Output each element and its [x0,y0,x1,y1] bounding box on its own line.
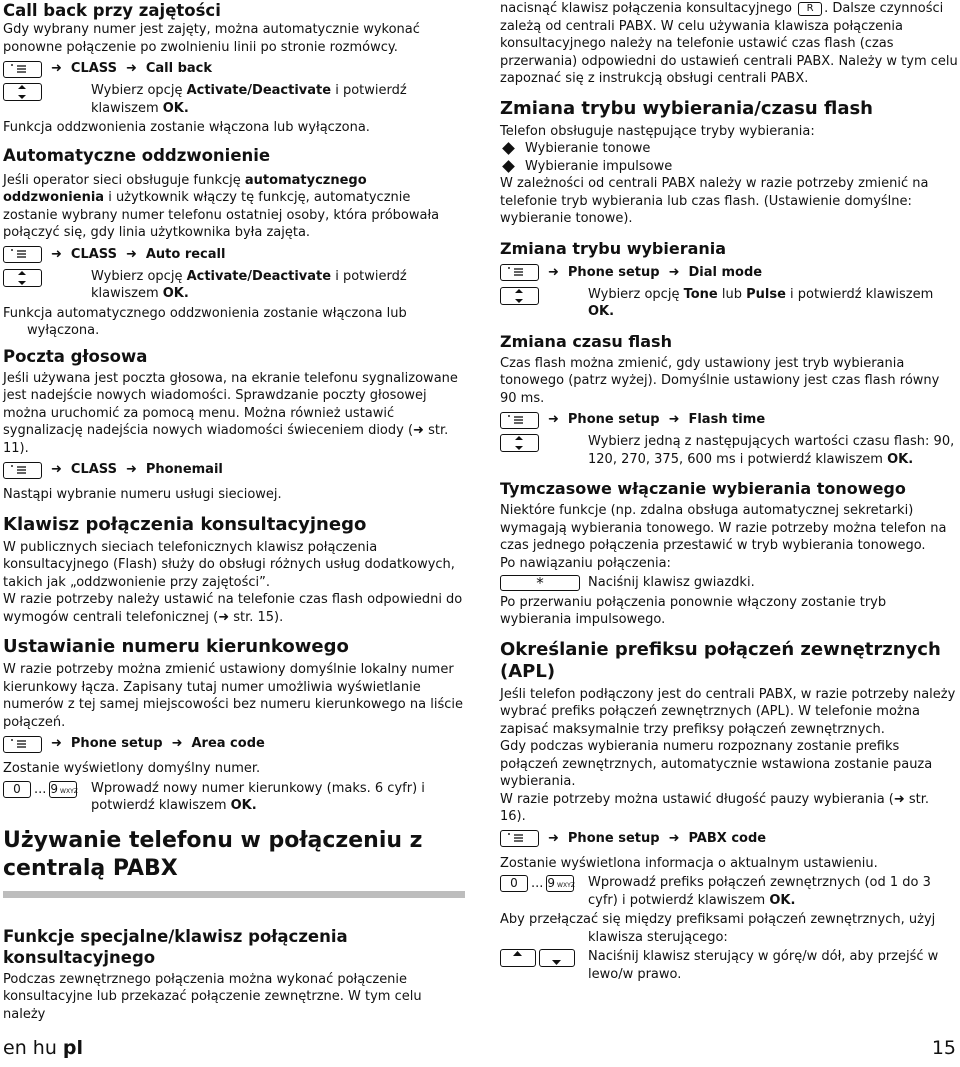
ellipsis: ... [531,876,544,891]
menu-item-class: CLASS [70,61,117,77]
step-text: Naciśnij klawisz sterujący w górę/w dół, aby przejść w lewo/w prawo. [588,949,939,982]
menu-key-icon [3,246,42,263]
flash-time-step: Wybierz jedną z następujących wartości czasu flash: 90, 120, 270, 375, 600 ms i potwierdź klawiszem OK. [500,433,958,468]
menu-item-dial-mode: Dial mode [688,264,763,280]
ok-label: OK. [162,100,189,116]
arrow-right-icon: ➜ [51,462,62,478]
temp-tone-text: Niektóre funkcje (np. zdalna obsługa automatycznej sekretarki) wymagają wybierania tonowego. W razie potrzeby można telefon na czas jednego połączenia przestawić w tryb wybierania tonowego. [500,503,947,553]
current-language: pl [62,1037,84,1059]
nav-key-updown-icon [500,287,539,305]
apl-text-1: Jeśli telefon podłączony jest do centrali PABX, w razie potrzeby należy wybrać prefiks połączeń zewnętrznych (APL). W telefonie można zapisać maksymalnie trzy prefiksy połączeń zewnętrznych. [500,686,956,737]
auto-recall-step [3,268,465,303]
arrow-right-icon: ➜ [548,264,559,280]
arrow-right-icon: ➜ [668,412,680,428]
step-text: Naciśnij klawisz gwiazdki. [588,575,755,590]
arrow-ref-icon: ➜ [218,609,230,625]
apl-note: Zostanie wyświetlona informacja o aktualnym ustawieniu. [500,855,878,871]
step-text: Wybierz opcję [91,83,187,98]
option-activate-deactivate: Activate/Deactivate [186,268,332,284]
ellipsis: ... [34,781,47,797]
menu-key-icon [3,61,42,78]
apl-text-2: Gdy podczas wybierania numeru rozpoznany zostanie prefiks połączeń zewnętrznych, automatycznie wstawiona zostanie pauza wybierania. [500,739,933,789]
star-key-icon: * [500,575,580,591]
right-column [500,0,958,985]
bullet-diamond-icon [502,142,515,155]
step-text: i potwierdź klawiszem [91,83,407,116]
list-item: Wybieranie impulsowe [500,158,958,176]
arrow-right-icon: ➜ [125,246,137,262]
arrow-right-icon: ➜ [668,830,680,846]
menu-item-phone-setup: Phone setup [567,412,660,428]
callback-step [3,82,465,117]
apl-switch-text: Aby przełączać się między prefiksami połączeń zewnętrznych, użyj klawisza sterującego: [500,912,936,945]
step-text: i potwierdź klawiszem [91,268,407,301]
apl-step-1: 0 ... 9 WXYZ Wprowadź prefiks połączeń zewnętrznych (od 1 do 3 cyfr) i potwierdź klawiszem OK. [500,874,958,909]
section-title-area-code: Ustawianie numeru kierunkowego [3,636,349,657]
area-code-text: W razie potrzeby można zmienić ustawiony domyślnie lokalny numer kierunkowy łącza. Zapisany tutaj numer umożliwia wyświetlanie numerów z tej samej miejscowości bez numeru kierunkowego na liście połączeń. [3,662,463,730]
section-title-change-dial-mode: Zmiana trybu wybierania [500,238,727,258]
consult-continuation: nacisnąć klawisz połączenia konsultacyjnego R . Dalsze czynności zależą od centrali PABX. W celu używania klawisza połączenia konsultacyjnego należy na telefonie ustawić czas flash (czas przerwania) odpowiedni do ustawień centrali PABX. Należy w tym celu zapoznać się z instrukcją obsługi centrali PABX. [500,1,958,86]
voicemail-text: Jeśli używana jest poczta głosowa, na ekranie telefonu sygnalizowane jest nadejście nowych wiadomości. Sprawdzanie poczty głosowej można uruchomić za pomocą menu. Można również ustawić sygnalizację nadejścia nowych wiadomości świeceniem diody (➜ str. 11). [3,370,458,456]
auto-recall-text: Jeśli operator sieci obsługuje funkcję automatycznego oddzwonienia i użytkownik włączy tę funkcję, automatycznie zostanie wybrany numer telefonu ostatniej osoby, która próbowała połączyć się, gdy linia użytkownika była zajęta. [3,172,440,240]
menu-item-phone-setup: Phone setup [567,830,660,846]
option-tone: Tone [683,286,718,302]
menu-item-call-back: Call back [145,61,213,77]
section-title-voicemail: Poczta głosowa [3,346,148,366]
callback-intro: Gdy wybrany numer jest zajęty, można automatycznie wykonać ponowne połączenie po zwolnieniu linii po stronie rozmówcy. [3,22,420,55]
auto-recall-note: Funkcja automatycznego oddzwonienia zostanie włączona lub wyłączona. [3,305,407,338]
area-code-step [3,780,465,815]
arrow-right-icon: ➜ [548,412,559,428]
menu-item-phone-setup: Phone setup [567,264,660,280]
voicemail-note: Nastąpi wybranie numeru usługi sieciowej. [3,487,282,502]
arrow-right-icon: ➜ [51,61,62,77]
menu-item-phone-setup: Phone setup [70,736,163,752]
step-text: Wybierz opcję [91,268,187,284]
menu-item-flash-time: Flash time [688,412,766,428]
flash-time-text: Czas flash można zmienić, gdy ustawiony jest tryb wybierania tonowego (patrz wyżej). Domyślnie ustawiony jest czas flash równy 90 ms. [500,355,940,406]
callback-note: Funkcja oddzwonienia zostanie włączona lub wyłączona. [3,120,370,135]
section-title-temp-tone: Tymczasowe włączanie wybierania tonowego [500,479,906,498]
menu-item-pabx-code: PABX code [688,830,767,846]
menu-key-icon [3,736,42,753]
menu-key-icon [500,412,539,429]
section-title-dial-mode-flash: Zmiana trybu wybierania/czasu flash [500,97,873,119]
apl-text-3: W razie potrzeby można ustawić długość pauzy wybierania (➜ str. 16). [500,791,930,824]
menu-key-icon [3,462,42,479]
section-title-special-functions: Funkcje specjalne/klawisz połączenia konsultacyjnego [3,926,348,967]
section-divider [3,891,465,898]
arrow-right-icon: ➜ [51,736,62,752]
menu-item-auto-recall: Auto recall [145,246,226,262]
nav-key-up-icon [500,949,536,967]
nav-key-down-icon [539,949,575,967]
section-title-flash-time: Zmiana czasu flash [500,331,672,351]
arrow-ref-icon: ➜ [893,791,905,807]
auto-recall-menu-path [3,244,465,266]
menu-item-area-code: Area code [191,736,265,752]
dial-mode-step: Wybierz opcję Tone lub Pulse i potwierdź klawiszem OK. [500,286,958,321]
bullet-diamond-icon [502,160,515,173]
ok-label: OK. [588,304,615,319]
arrow-right-icon: ➜ [171,736,183,752]
page-number: 15 [931,1037,956,1059]
arrow-right-icon: ➜ [668,264,680,280]
nav-key-updown-icon [3,83,42,101]
section-title-consult-key: Klawisz połączenia konsultacyjnego [3,513,367,535]
area-code-menu-path [3,733,465,755]
left-column [3,0,465,1023]
apl-step-2 [500,948,958,983]
option-pulse: Pulse [746,286,786,302]
dial-mode-menu-path [500,262,958,284]
nav-key-updown-icon [500,434,539,452]
ok-label: OK. [769,892,796,908]
special-functions-text: Podczas zewnętrznego połączenia można wykonać połączenie konsultacyjne lub przekazać połączenie zewnętrzne. W tym celu należy [3,971,422,1022]
digit-key-9: 9 WXYZ [50,781,78,796]
list-item: Wybieranie tonowe [500,140,958,158]
arrow-right-icon: ➜ [125,462,137,478]
menu-item-phonemail: Phonemail [145,462,223,478]
step-text: Wprowadź nowy numer kierunkowy (maks. 6 cyfr) i potwierdź klawiszem [91,780,425,813]
temp-tone-note: Po przerwaniu połączenia ponownie włączony zostanie tryb wybierania impulsowego. [500,594,887,627]
menu-key-icon [500,830,539,847]
menu-item-class: CLASS [70,462,117,478]
digit-key-9: 9 WXYZ [547,876,575,891]
language-indicator: en hu pl [3,1037,84,1059]
consult-text-1: W publicznych sieciach telefonicznych klawisz połączenia konsultacyjnego (Flash) służy do obsługi różnych usług dodatkowych, takich jak „oddzwonienie przy zajętości”. [3,539,455,590]
flash-time-menu-path [500,409,958,431]
voicemail-menu-path [3,459,465,481]
nav-key-updown-icon [3,269,42,287]
menu-key-icon [500,264,539,281]
section-title-apl: Określanie prefiksu połączeń zewnętrznych (APL) [500,638,941,682]
arrow-right-icon: ➜ [125,61,137,77]
callback-menu-path [3,58,465,80]
r-key-icon: R [798,2,822,16]
arrow-right-icon: ➜ [548,830,559,846]
ok-label: OK. [887,451,914,467]
dial-mode-text: W zależności od centrali PABX należy w razie potrzeby zmienić na telefonie tryb wybierania lub czas flash. (Ustawienie domyślne: wybieranie tonowe). [500,176,929,226]
consult-text-2: W razie potrzeby należy ustawić na telefonie czas flash odpowiedni do wymogów centrali telefonicznej (➜ str. 15). [3,592,463,625]
ok-label: OK. [162,286,189,301]
temp-tone-step [500,574,958,592]
apl-menu-path [500,828,958,850]
menu-item-class: CLASS [70,246,117,262]
option-activate-deactivate: Activate/Deactivate [186,83,332,98]
digit-key-0: 0 [500,875,528,892]
section-title-callback: Call back przy zajętości [3,1,221,20]
arrow-ref-icon: ➜ [413,423,424,438]
arrow-right-icon: ➜ [51,246,62,262]
section-title-auto-recall: Automatyczne oddzwonienie [3,145,271,165]
section-title-pabx: Używanie telefonu w połączeniu z centralą PABX [3,827,423,881]
ok-label: OK. [230,798,257,813]
dial-mode-intro: Telefon obsługuje następujące tryby wybierania: [500,123,815,139]
temp-tone-after-call: Po nawiązaniu połączenia: [500,555,671,571]
digit-key-0: 0 [3,781,31,798]
area-code-note: Zostanie wyświetlony domyślny numer. [3,761,261,776]
